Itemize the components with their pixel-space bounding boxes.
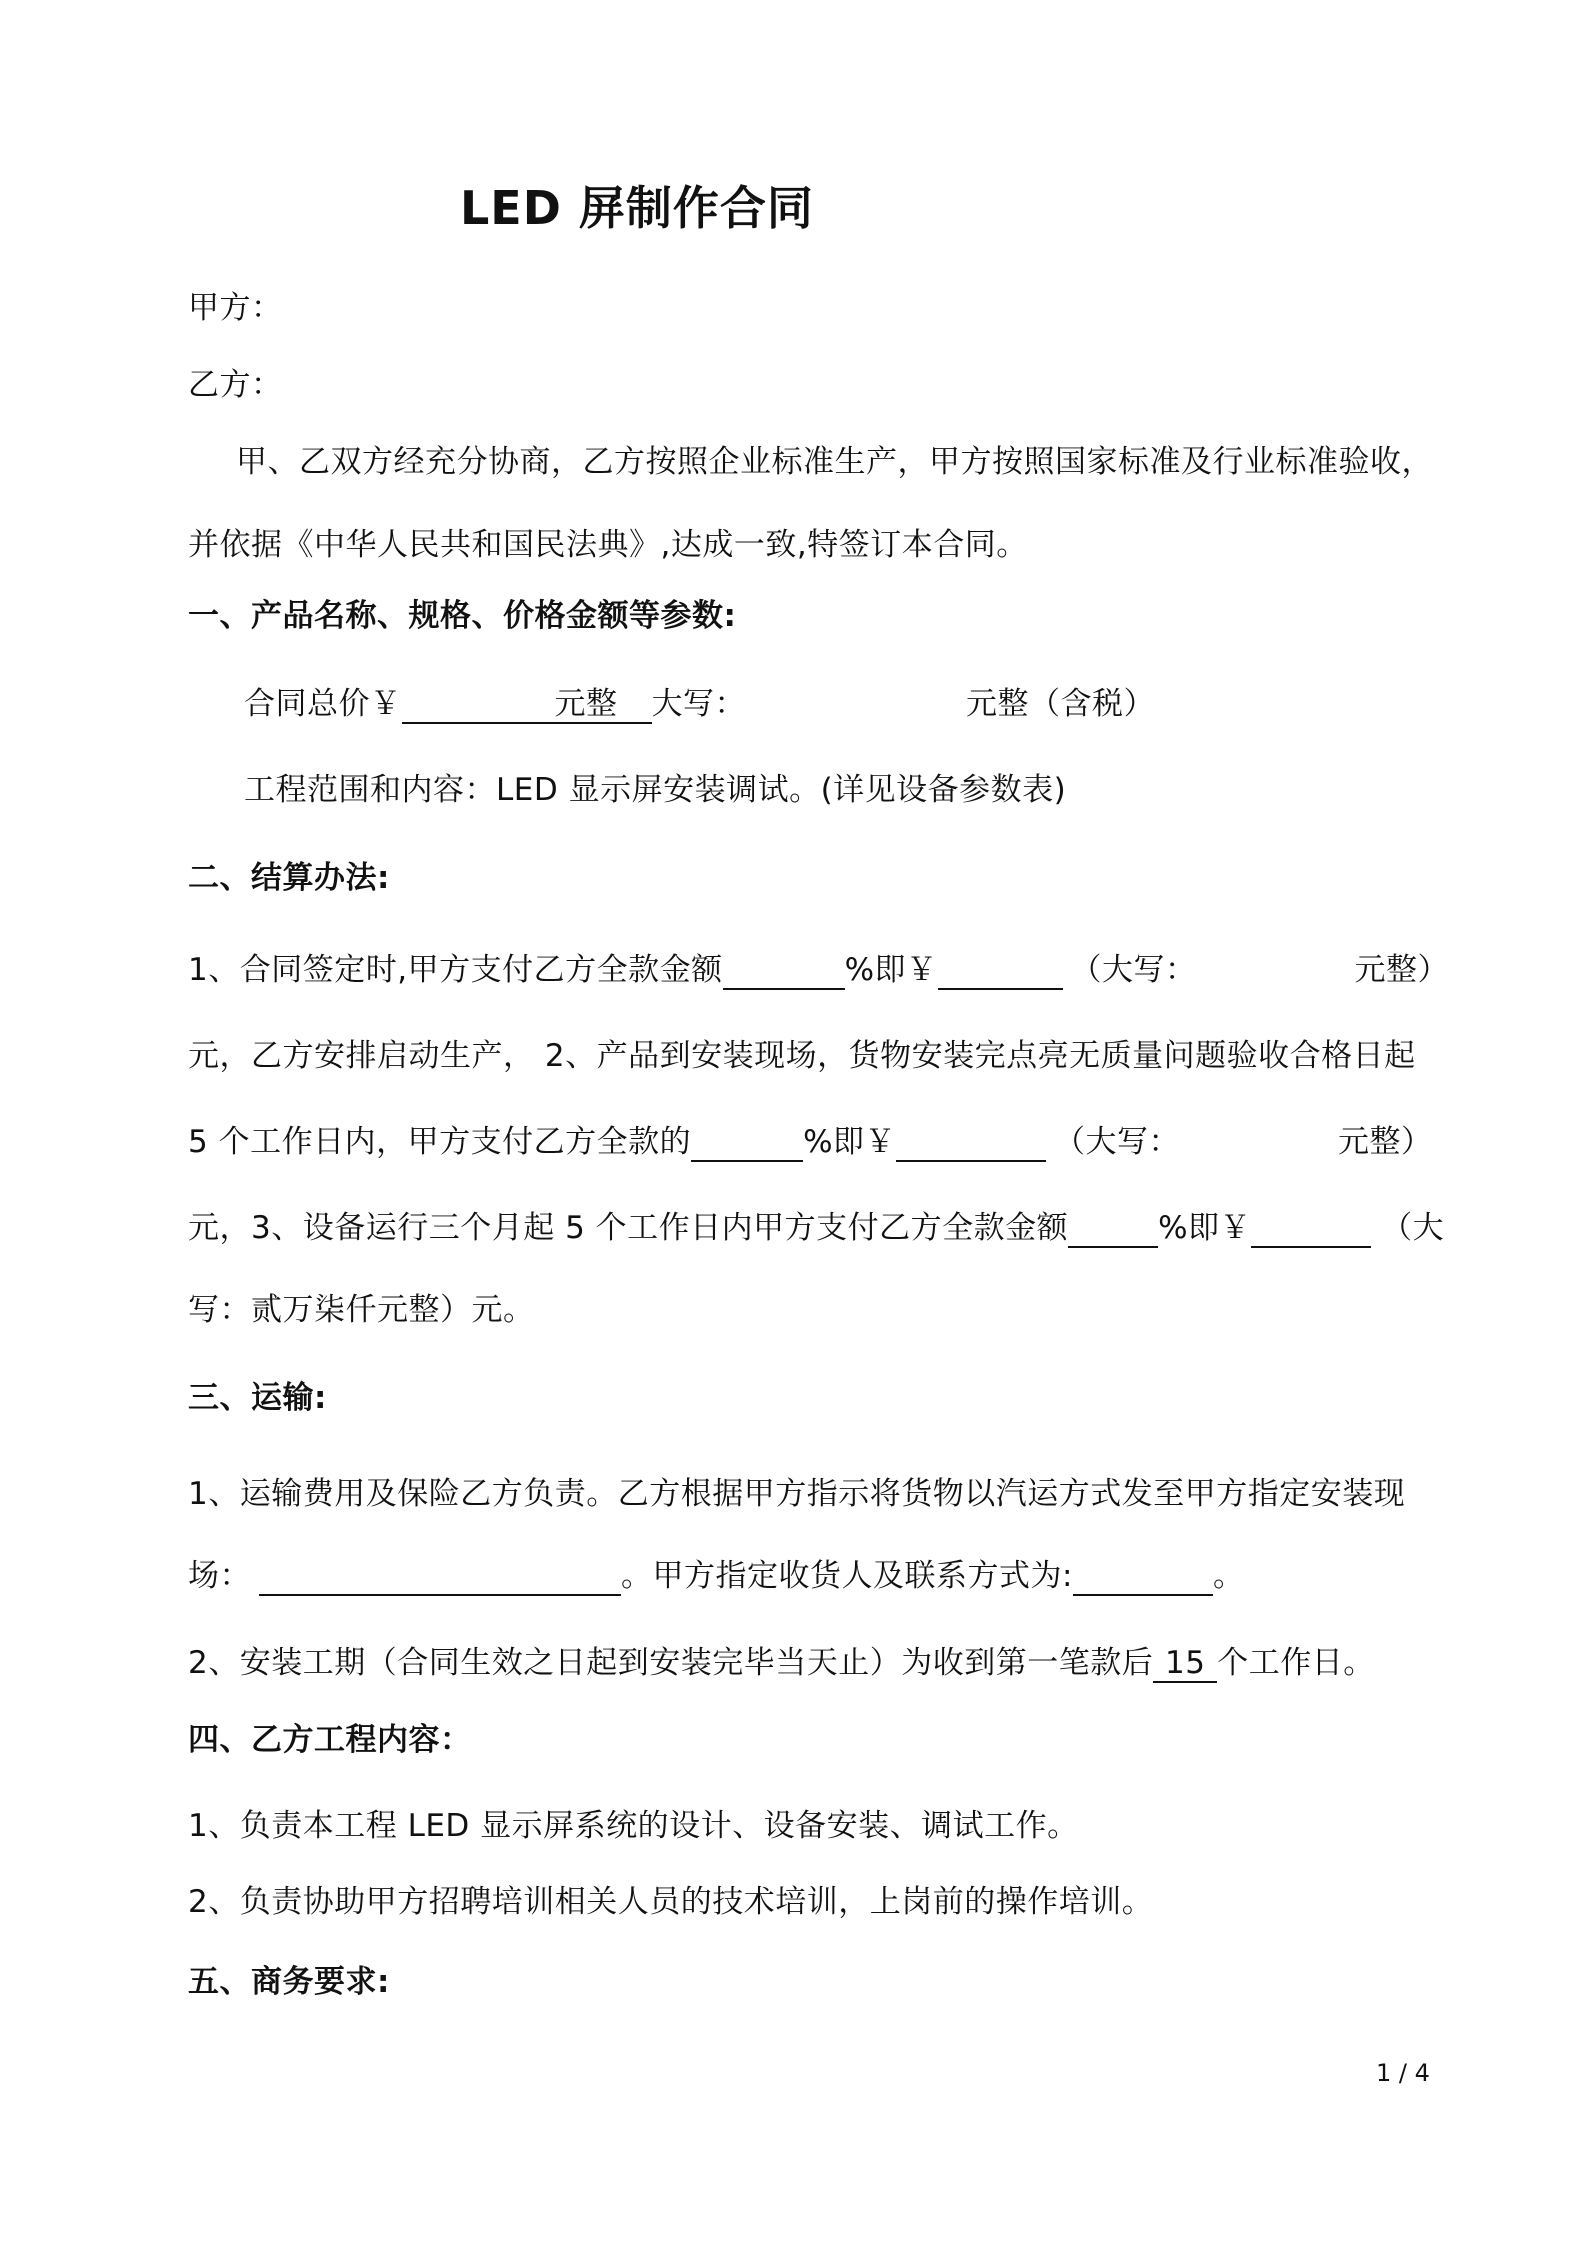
intro-line-2: 并依据《中华人民共和国民法典》,达成一致,特签订本合同。 [188,527,1028,563]
payment-2-amount-field[interactable] [896,1122,1046,1162]
section-4-heading: 四、乙方工程内容： [188,1722,472,1758]
party-b-label: 乙方： [188,367,283,403]
payment-line-1 [188,950,1449,990]
payment-line-4 [188,1208,1444,1248]
payment-2-unit: 元整） [1338,1124,1433,1160]
transport-line-2-end: 。 [1212,1558,1245,1594]
payment-2-text: 5 个工作日内，甲方支付乙方全款的 [188,1124,692,1160]
price-amount-field[interactable] [402,684,652,724]
payment-1-percent-label: %即￥ [844,952,938,988]
install-days-unit: 个工作日。 [1217,1645,1375,1681]
payment-1-amount-field[interactable] [938,950,1063,990]
party-a-label: 甲方： [188,290,283,326]
page-number: 1 / 4 [1376,2059,1430,2087]
site-label: 场： [188,1558,251,1594]
work-item-1: 1、负责本工程 LED 显示屏系统的设计、设备安装、调试工作。 [188,1808,1079,1844]
section-5-heading: 五、商务要求: [188,1964,390,2000]
payment-3-amount-field[interactable] [1251,1208,1371,1248]
price-prefix: 合同总价￥ [244,686,402,722]
contract-price-line [244,684,1155,724]
payment-3-text: 元，3、设备运行三个月起 5 个工作日内甲方支付乙方全款金额 [188,1210,1069,1246]
price-unit: 元整 [554,686,618,722]
payment-3-daxie-label: （大 [1381,1210,1445,1246]
section-3-heading: 三、运输: [188,1380,327,1416]
payment-1-daxie-label: （大写： [1070,952,1197,988]
payment-line-3 [188,1122,1433,1162]
consignee-label: 。甲方指定收货人及联系方式为: [621,1558,1073,1594]
price-tax-label: 元整（含税） [966,686,1155,722]
install-days-value: 15 [1165,1645,1206,1681]
contract-title: LED 屏制作合同 [460,181,814,235]
work-item-2: 2、负责协助甲方招聘培训相关人员的技术培训，上岗前的操作培训。 [188,1884,1154,1920]
price-daxie-label: 大写： [651,686,746,722]
payment-2-percent-field[interactable] [691,1122,803,1162]
consignee-field[interactable] [1073,1556,1213,1596]
install-site-field[interactable] [259,1556,621,1596]
transport-line-2 [188,1556,1244,1596]
payment-1-unit: 元整） [1354,952,1450,988]
transport-line-3 [188,1643,1375,1683]
payment-line-2: 元，乙方安排启动生产， 2、产品到安装现场，货物安装完点亮无质量问题验收合格日起 [188,1038,1416,1074]
section-1-heading: 一、产品名称、规格、价格金额等参数: [188,598,737,634]
scope-line: 工程范围和内容：LED 显示屏安装调试。(详见设备参数表) [244,772,1067,808]
payment-1-text: 1、合同签定时,甲方支付乙方全款金额 [188,952,723,988]
install-period-text: 2、安装工期（合同生效之日起到安装完毕当天止）为收到第一笔款后 [188,1645,1154,1681]
payment-3-percent-label: %即￥ [1158,1210,1252,1246]
section-2-heading: 二、结算办法: [188,860,390,896]
payment-1-percent-field[interactable] [723,950,845,990]
payment-2-percent-label: %即￥ [803,1124,897,1160]
transport-line-1: 1、运输费用及保险乙方负责。乙方根据甲方指示将货物以汽运方式发至甲方指定安装现 [188,1476,1406,1512]
payment-2-daxie-label: （大写： [1054,1124,1181,1160]
install-days-field[interactable] [1153,1643,1217,1683]
intro-line-1: 甲、乙双方经充分协商，乙方按照企业标准生产，甲方按照国家标准及行业标准验收， [236,444,1433,480]
payment-line-5: 写：贰万柒仟元整）元。 [188,1292,535,1328]
payment-3-percent-field[interactable] [1068,1208,1158,1248]
